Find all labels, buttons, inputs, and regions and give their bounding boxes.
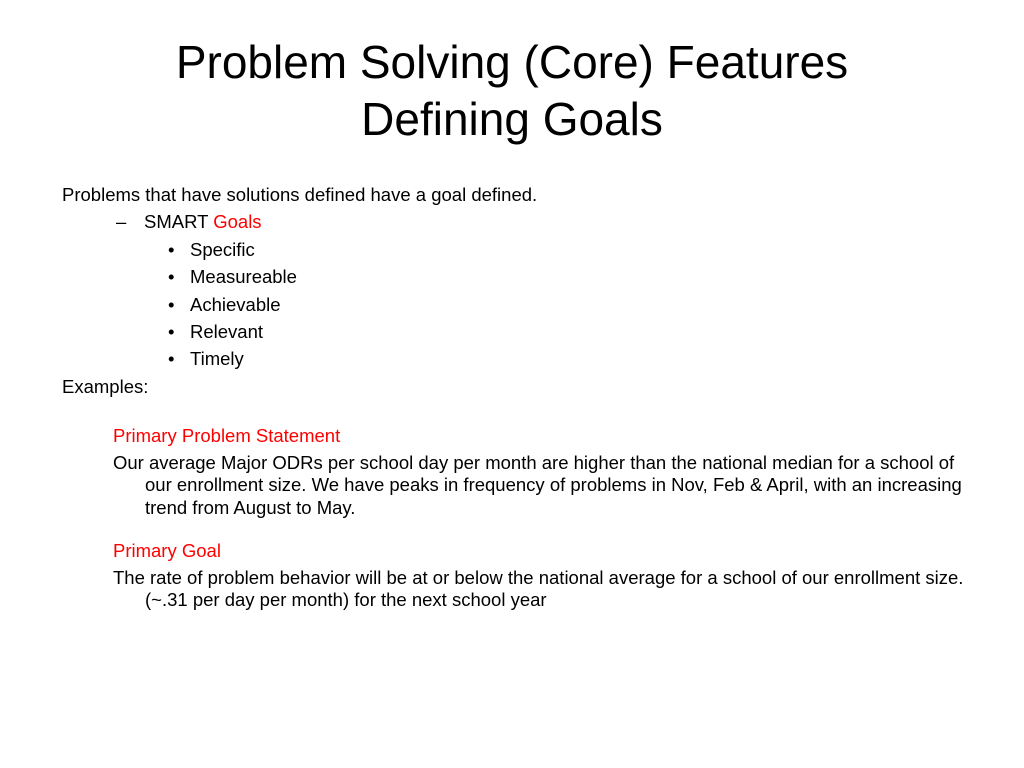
goals-label: Goals (213, 211, 262, 233)
bullet-marker: • (168, 348, 175, 370)
spacer (62, 400, 972, 422)
smart-item-specific (168, 236, 972, 263)
title-line-2: Defining Goals (361, 93, 663, 145)
smart-item-achievable (168, 291, 972, 318)
smart-item-label: Relevant (190, 321, 264, 343)
smart-item-label: Measureable (190, 266, 297, 288)
problem-statement-heading: Primary Problem Statement (113, 425, 341, 447)
bullet-marker: • (168, 238, 175, 260)
spacer (62, 519, 972, 537)
smart-label: SMART (144, 211, 209, 233)
primary-goal-text: The rate of problem behavior will be at or below the national average for a school of our enrollment size. (~.31 per day per month) for the next school year (113, 566, 964, 611)
dash-marker: – (116, 211, 127, 233)
bullet-marker: • (168, 266, 175, 288)
smart-item-label: Specific (190, 238, 255, 260)
bullet-marker: • (168, 293, 175, 315)
smart-item-relevant (168, 318, 972, 345)
smart-item-label: Timely (190, 348, 244, 370)
smart-goals-item (116, 208, 972, 235)
smart-item-label: Achievable (190, 293, 281, 315)
bullet-marker: • (168, 321, 175, 343)
smart-item-timely (168, 345, 972, 372)
intro-text: Problems that have solutions defined have a goal defined. (62, 184, 538, 205)
title-line-1: Problem Solving (Core) Features (175, 36, 849, 88)
examples-label: Examples: (62, 375, 149, 397)
smart-item-measureable (168, 263, 972, 290)
slide-title (40, 34, 984, 148)
primary-goal-heading: Primary Goal (113, 540, 221, 562)
problem-statement-text: Our average Major ODRs per school day per month are higher than the national median for a school of our enrollment size. We have peaks in frequency of problems in Nov, Feb & April, with an increasing trend from August to May. (113, 451, 962, 518)
slide-body (62, 181, 972, 612)
